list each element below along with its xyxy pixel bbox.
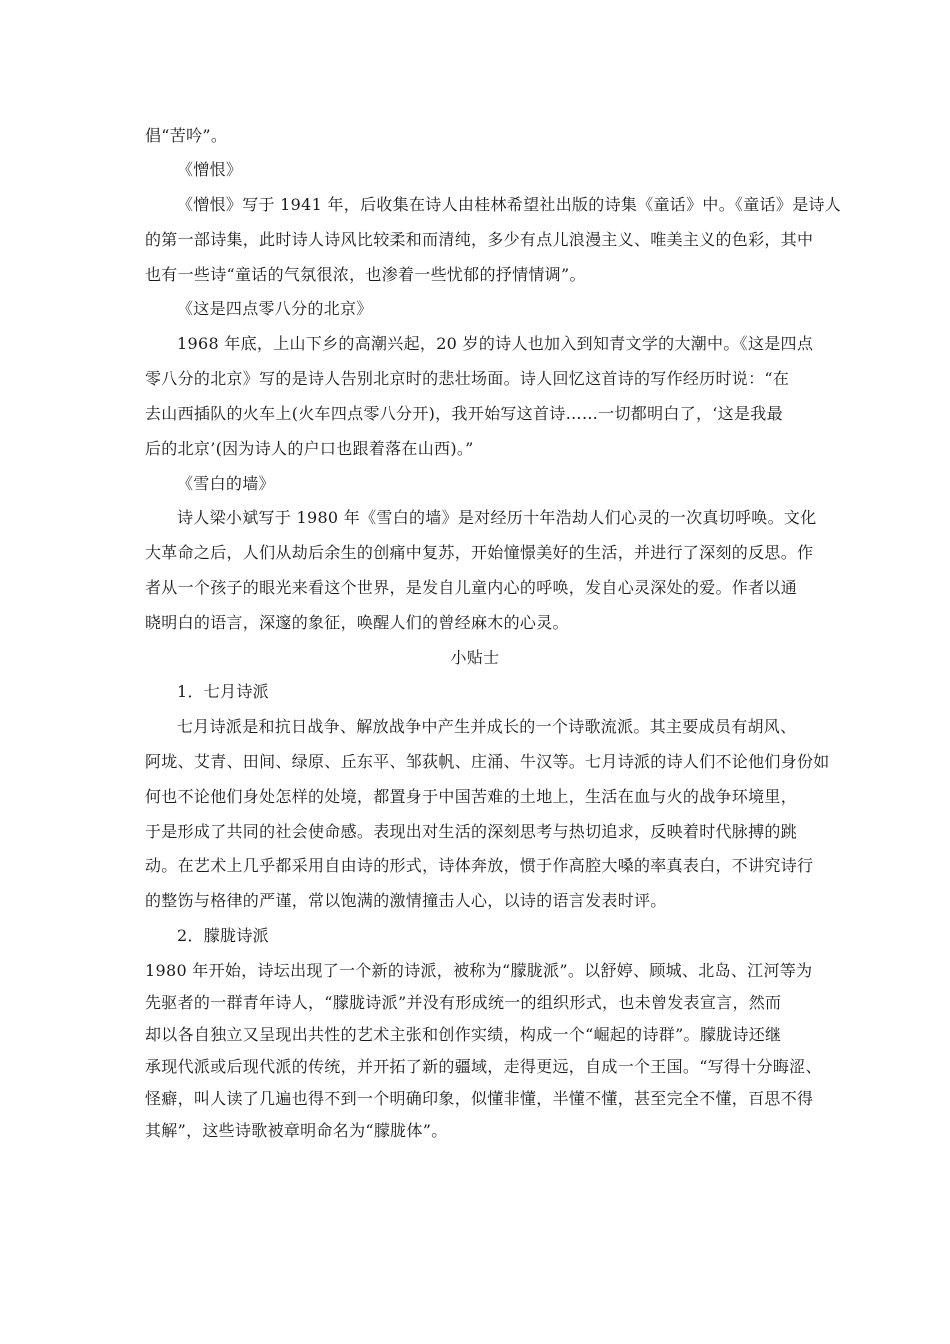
paragraph-line: 何也不论他们身处怎样的处境，都置身于中国苦难的土地上，生活在血与火的战争环境里，: [145, 787, 798, 806]
paragraph-line: 诗人梁小斌写于 1980 年《雪白的墙》是对经历十年浩劫人们心灵的一次真切呼唤。文化: [177, 508, 817, 527]
paragraph-line: 动。在艺术上几乎都采用自由诗的形式，诗体奔放，惯于作高腔大嗓的率真表白，不讲究诗行: [145, 856, 814, 875]
tip-title-qiyue: 1．七月诗派: [177, 682, 269, 701]
paragraph-line: 倡“苦吟”。: [145, 126, 228, 145]
paragraph-line: 七月诗派是和抗日战争、解放战争中产生并成长的一个诗歌流派。其主要成员有胡风、: [177, 717, 797, 736]
paragraph-line: 的第一部诗集，此时诗人诗风比较柔和而清纯，多少有点儿浪漫主义、唯美主义的色彩，其中: [145, 230, 814, 249]
tip-title-menglong: 2．朦胧诗派: [177, 926, 269, 945]
paragraph-line: 1968 年底，上山下乡的高潮兴起，20 岁的诗人也加入到知青文学的大潮中。《这是四点: [177, 334, 814, 353]
paragraph-line: 先驱者的一群青年诗人，“朦胧诗派”并没有形成统一的组织形式，也未曾发表宣言，然而: [145, 993, 782, 1012]
paragraph-line: 《憎恨》写于 1941 年，后收集在诗人由桂林希望社出版的诗集《童话》中。《童话》是诗人: [177, 195, 842, 214]
paragraph-line: 怪癖，叫人读了几遍也得不到一个明确印象，似懂非懂，半懂不懂，甚至完全不懂，百思不得: [145, 1089, 814, 1108]
paragraph-line: 阿垅、艾青、田间、绿原、丘东平、邹荻帆、庄涌、牛汉等。七月诗派的诗人们不论他们身份如: [145, 752, 830, 771]
paragraph-line: 承现代派或后现代派的传统，并开拓了新的疆域，走得更远，自成一个王国。“写得十分晦涩、: [145, 1057, 822, 1076]
paragraph-line: 于是形成了共同的社会使命感。表现出对生活的深刻思考与热切追求，反映着时代脉搏的跳: [145, 822, 798, 841]
paragraph-line: 却以各自独立又呈现出共性的艺术主张和创作实绩，构成一个“崛起的诗群”。朦胧诗还继: [145, 1025, 782, 1044]
paragraph-line: 者从一个孩子的眼光来看这个世界，是发自儿童内心的呼唤，发自心灵深处的爱。作者以通: [145, 578, 798, 597]
tips-heading: 小贴士: [450, 648, 500, 667]
section-title-xuebai: 《雪白的墙》: [177, 474, 275, 493]
paragraph-line: 其解”，这些诗歌被章明命名为“朦胧体”。: [145, 1121, 448, 1140]
paragraph-line: 大革命之后，人们从劫后余生的创痛中复苏，开始憧憬美好的生活，并进行了深刻的反思。作: [145, 543, 814, 562]
paragraph-line: 后的北京’(因为诗人的户口也跟着落在山西)。”: [145, 439, 474, 458]
paragraph-line: 晓明白的语言，深邃的象征，唤醒人们的曾经麻木的心灵。: [145, 613, 569, 632]
section-title-beijing: 《这是四点零八分的北京》: [177, 299, 373, 318]
paragraph-line: 去山西插队的火车上(火车四点零八分开)，我开始写这首诗……一切都明白了，‘这是我最: [145, 404, 783, 423]
section-title-zenghen: 《憎恨》: [177, 160, 243, 179]
paragraph-line: 也有一些诗“童话的气氛很浓，也渗着一些忧郁的抒情情调”。: [145, 265, 586, 284]
paragraph-line: 零八分的北京》写的是诗人告别北京时的悲壮场面。诗人回忆这首诗的写作经历时说：“在: [145, 369, 790, 388]
paragraph-line: 1980 年开始，诗坛出现了一个新的诗派，被称为“朦胧派”。以舒婷、顾城、北岛、江河等为: [145, 961, 813, 980]
paragraph-line: 的整饬与格律的严谨，常以饱满的激情撞击人心，以诗的语言发表时评。: [145, 891, 667, 910]
